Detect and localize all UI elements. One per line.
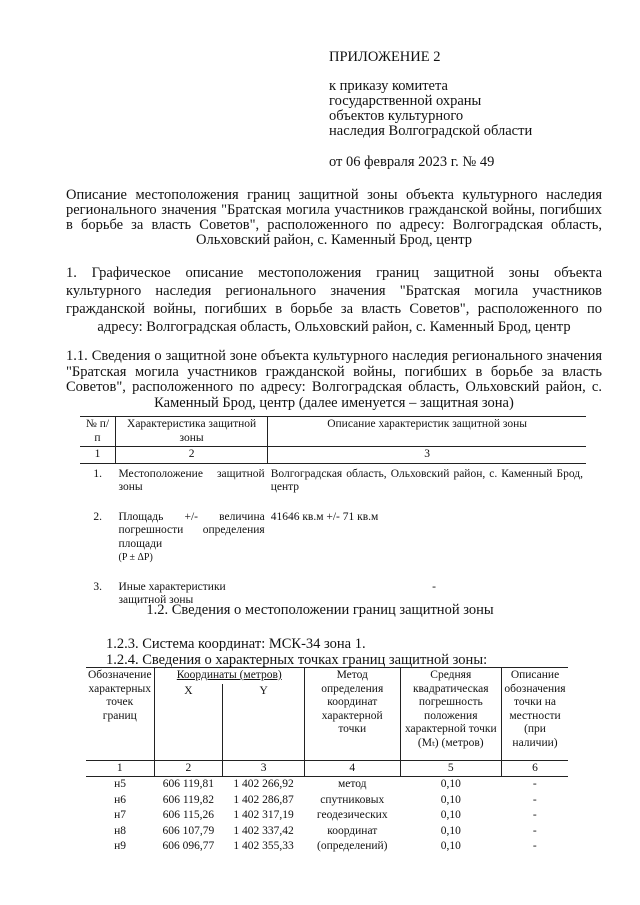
point-name: н5 <box>114 778 126 790</box>
row-value: - <box>432 580 436 593</box>
row-characteristic: Иные характеристики защитной зоны <box>118 580 226 606</box>
col-number: 5 <box>400 760 502 777</box>
point-desc: - <box>532 778 537 790</box>
point-y: 1 402 355,33 <box>233 840 294 852</box>
col-header-description: Описание характеристик защитной зоны <box>268 417 586 447</box>
col-number: 2 <box>154 760 223 777</box>
row-number: 3. <box>93 580 103 593</box>
point-x: 606 096,77 <box>162 840 215 852</box>
boundary-points-table <box>86 667 568 855</box>
appendix-date: от 06 февраля 2023 г. № 49 <box>329 154 495 170</box>
table-row <box>86 777 568 793</box>
coordinate-system-line: 1.2.3. Система координат: МСК-34 зона 1. <box>106 636 366 652</box>
points-info-line: 1.2.4. Сведения о характерных точках границ защитной зоны: <box>106 652 488 668</box>
col-header-method: Метод определения координат характерной точки <box>304 668 400 761</box>
col-header-designation: Обозначение характерных точек границ <box>86 668 154 761</box>
section-1-1-heading: 1.1. Сведения о защитной зоне объекта культурного наследия регионального значения "Братская могила участников гражданской войны, погибших в борьбе за власть Советов", расположенного по адресу: Волгоградская область, Ольховский район, с. Каменный Брод, центр (далее именуется – защитная зона) <box>66 348 602 411</box>
col-number: 6 <box>502 760 568 777</box>
col-number: 3 <box>268 447 586 464</box>
point-error: 0,10 <box>440 809 461 821</box>
col-header-number: № п/п <box>80 417 115 447</box>
point-x: 606 119,81 <box>162 778 215 790</box>
row-characteristic-text: Площадь +/- величина погрешности определения площади <box>118 510 265 550</box>
row-number: 2. <box>93 510 103 523</box>
row-number: 1. <box>93 467 103 480</box>
col-header-y: Y <box>223 684 305 761</box>
appendix-block <box>329 50 532 170</box>
point-desc: - <box>532 840 537 852</box>
appendix-heading: ПРИЛОЖЕНИЕ 2 <box>329 49 441 65</box>
col-header-description: Описание обозначения точки на местности (при наличии) <box>502 668 568 761</box>
table-row <box>80 507 586 577</box>
point-name: н7 <box>114 809 126 821</box>
point-error: 0,10 <box>440 824 461 837</box>
point-desc: - <box>532 824 537 837</box>
col-number: 2 <box>115 447 267 464</box>
section-1-heading: 1. Графическое описание местоположения границ защитной зоны объекта культурного наследия регионального значения "Братская могила участников гражданской войны, погибших в борьбе за власть Советов", расположенного по адресу: Волгоградская область, Ольховский район, с. Каменный Брод, центр <box>66 265 602 335</box>
point-name: н9 <box>114 840 126 852</box>
col-number: 1 <box>80 447 115 464</box>
zone-characteristics-table <box>80 416 586 620</box>
appendix-line: объектов культурного <box>329 108 464 124</box>
row-characteristic <box>115 507 267 577</box>
appendix-line: государственной охраны <box>329 93 482 109</box>
col-number: 4 <box>304 760 400 777</box>
point-y: 1 402 337,42 <box>233 824 294 837</box>
col-header-error: Средняя квадратическая погрешность положения характерной точки (Mₜ) (метров) <box>400 668 502 761</box>
point-name: н6 <box>114 793 126 806</box>
point-x: 606 119,82 <box>162 793 215 806</box>
point-x: 606 115,26 <box>162 809 215 821</box>
appendix-line: наследия Волгоградской области <box>329 123 533 139</box>
col-header-x: X <box>154 684 223 761</box>
document-title: Описание местоположения границ защитной зоны объекта культурного наследия регионального значения "Братская могила участников гражданской войны, погибших в борьбе за власть Советов", расположенного по адресу: Волгоградская область, Ольховский район, с. Каменный Брод, центр <box>66 187 602 248</box>
point-name: н8 <box>114 824 126 837</box>
col-header-coordinates: Координаты (метров) <box>154 668 304 684</box>
row-value: 41646 кв.м +/- 71 кв.м <box>270 510 379 523</box>
area-formula: (P ± ΔP) <box>118 552 153 563</box>
appendix-line: к приказу комитета <box>329 78 448 94</box>
point-x: 606 107,79 <box>162 824 215 837</box>
point-y: 1 402 317,19 <box>233 809 294 821</box>
col-header-characteristic: Характеристика защитной зоны <box>115 417 267 447</box>
point-desc: - <box>532 793 537 806</box>
col-number: 3 <box>223 760 305 777</box>
point-y: 1 402 266,92 <box>233 778 294 790</box>
table-row <box>80 463 586 507</box>
point-error: 0,10 <box>440 840 461 852</box>
section-1-2-heading: 1.2. Сведения о местоположении границ защитной зоны <box>146 602 494 618</box>
point-error: 0,10 <box>440 793 461 806</box>
row-characteristic: Местоположение защитной зоны <box>118 467 265 493</box>
col-number: 1 <box>86 760 154 777</box>
method-text: метод спутниковых геодезических координат (определений) <box>316 778 388 852</box>
point-error: 0,10 <box>440 778 461 790</box>
point-y: 1 402 286,87 <box>233 793 294 806</box>
point-desc: - <box>532 809 537 821</box>
row-value: Волгоградская область, Ольховский район, с. Каменный Брод, центр <box>270 467 583 493</box>
